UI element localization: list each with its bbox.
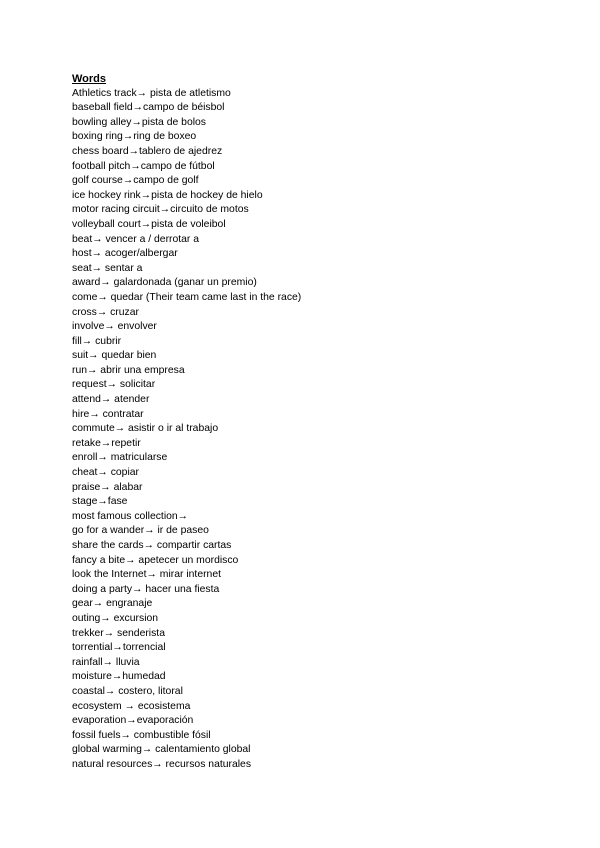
- vocab-entry: attend→ atender: [72, 394, 150, 406]
- vocab-entry: look the Internet→ mirar internet: [72, 569, 222, 581]
- vocab-entry: doing a party→ hacer una fiesta: [72, 583, 220, 595]
- vocab-entry: Athletics track→ pista de atletismo: [72, 87, 231, 99]
- vocab-entry: stage→fase: [72, 496, 128, 508]
- vocab-entry: hire→ contratar: [72, 408, 144, 420]
- vocab-entry: volleyball court→pista de voleibol: [72, 218, 226, 230]
- vocab-entry: chess board→tablero de ajedrez: [72, 145, 223, 157]
- vocab-entry: enroll→ matricularse: [72, 452, 168, 464]
- vocab-entry: run→ abrir una empresa: [72, 364, 185, 376]
- document-page: [72, 72, 572, 773]
- vocab-entry: cheat→ copiar: [72, 467, 139, 479]
- vocab-entry: gear→ engranaje: [72, 598, 153, 610]
- vocab-entry: fancy a bite→ apetecer un mordisco: [72, 554, 239, 566]
- vocab-entry: torrential→torrencial: [72, 642, 166, 654]
- vocab-entry: ice hockey rink→pista de hockey de hielo: [72, 189, 263, 201]
- vocab-entry: boxing ring→ring de boxeo: [72, 131, 197, 143]
- vocab-entry: seat→ sentar a: [72, 262, 143, 274]
- vocab-entry: coastal→ costero, litoral: [72, 685, 183, 697]
- vocab-entry: rainfall→ lluvia: [72, 656, 140, 668]
- vocab-entry: cross→ cruzar: [72, 306, 139, 318]
- vocabulary-list: [72, 87, 572, 773]
- vocab-entry: come→ quedar (Their team came last in the race): [72, 291, 302, 303]
- vocab-entry: involve→ envolver: [72, 321, 157, 333]
- vocab-entry: host→ acoger/albergar: [72, 248, 178, 260]
- vocab-entry: fill→ cubrir: [72, 335, 122, 347]
- vocab-entry: fossil fuels→ combustible fósil: [72, 729, 211, 741]
- vocab-entry: suit→ quedar bien: [72, 350, 157, 362]
- vocab-entry: outing→ excursion: [72, 612, 159, 624]
- vocab-entry: motor racing circuit→circuito de motos: [72, 204, 249, 216]
- vocab-entry: baseball field→campo de béisbol: [72, 102, 225, 114]
- vocab-entry: global warming→ calentamiento global: [72, 744, 251, 756]
- vocab-entry: evaporation→evaporación: [72, 715, 194, 727]
- vocab-entry: award→ galardonada (ganar un premio): [72, 277, 257, 289]
- vocab-entry: golf course→campo de golf: [72, 175, 199, 187]
- vocab-entry: beat→ vencer a / derrotar a: [72, 233, 200, 245]
- vocab-entry: bowling alley→pista de bolos: [72, 116, 207, 128]
- vocab-entry: commute→ asistir o ir al trabajo: [72, 423, 219, 435]
- vocab-entry: praise→ alabar: [72, 481, 143, 493]
- vocab-entry: retake→repetir: [72, 437, 141, 449]
- vocab-entry: moisture→humedad: [72, 671, 166, 683]
- words-heading: Words: [72, 73, 107, 85]
- vocab-entry: most famous collection→: [72, 510, 189, 522]
- vocab-entry: trekker→ senderista: [72, 627, 165, 639]
- vocab-entry: natural resources→ recursos naturales: [72, 758, 252, 770]
- vocab-entry: ecosystem → ecosistema: [72, 700, 191, 712]
- vocab-entry: football pitch→campo de fútbol: [72, 160, 215, 172]
- vocab-entry: share the cards→ compartir cartas: [72, 540, 232, 551]
- vocab-entry: go for a wander→ ir de paseo: [72, 525, 209, 537]
- vocab-entry: request→ solicitar: [72, 379, 156, 391]
